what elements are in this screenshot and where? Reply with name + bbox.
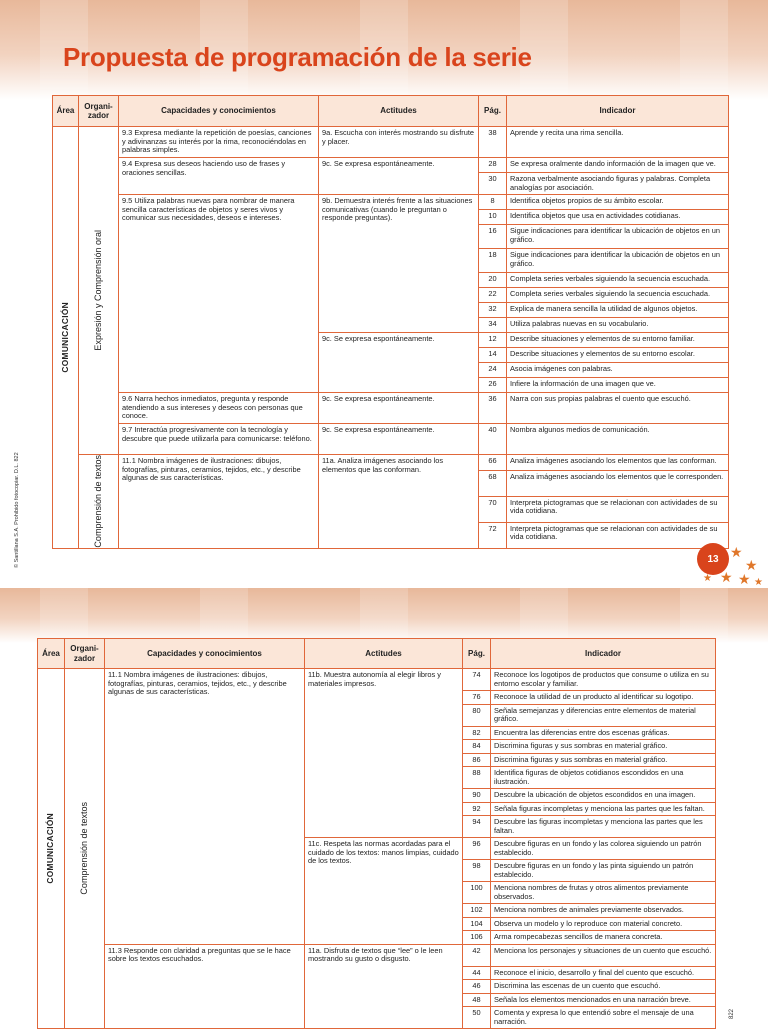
star-icon: ★: [754, 577, 763, 588]
pag-cell: 36: [479, 393, 507, 424]
organizador-label: Comprensión de textos: [92, 455, 103, 548]
pag-cell: 18: [479, 249, 507, 273]
capacidad-cell: 11.3 Responde con claridad a preguntas que se le hace sobre los textos escuchados.: [105, 944, 305, 1029]
indicador-cell: Menciona nombres de animales previamente observados.: [491, 904, 716, 918]
pag-cell: 92: [463, 802, 491, 816]
indicador-cell: Analiza imágenes asociando los elementos que las conforman.: [507, 455, 729, 471]
header-area: Área: [53, 96, 79, 127]
actitud-cell: 11a. Analiza imágenes asociando los elementos que las conforman.: [319, 455, 479, 549]
indicador-cell: Identifica figuras de objetos cotidianos escondidos en una ilustración.: [491, 767, 716, 789]
pag-cell: 20: [479, 273, 507, 288]
indicador-cell: Sigue indicaciones para identificar la ubicación de objetos en un gráfico.: [507, 225, 729, 249]
page-number-badge: 13: [697, 543, 729, 575]
header-actitudes: Actitudes: [319, 96, 479, 127]
pag-cell: 88: [463, 767, 491, 789]
pag-cell: 104: [463, 917, 491, 931]
indicador-cell: Descubre las figuras incompletas y menciona las partes que les faltan.: [491, 816, 716, 838]
organizador-cell: [79, 455, 119, 549]
organizador-label: Comprensión de textos: [78, 802, 89, 895]
header-organizador: Organi-zador: [65, 639, 105, 669]
pag-cell: 46: [463, 980, 491, 994]
pag-cell: 12: [479, 333, 507, 348]
header-capacidades: Capacidades y conocimientos: [105, 639, 305, 669]
indicador-cell: Descubre figuras en un fondo y las colorea siguiendo un patrón establecido.: [491, 838, 716, 860]
actitud-cell: 11a. Disfruta de textos que “lee” o le leen mostrando su gusto o disgusto.: [305, 944, 463, 1029]
indicador-cell: Reconoce la utilidad de un producto al identificar su logotipo.: [491, 691, 716, 705]
pag-cell: 10: [479, 210, 507, 225]
area-label: COMUNICACIÓN: [45, 813, 56, 885]
pag-cell: 8: [479, 195, 507, 210]
pag-cell: 22: [479, 288, 507, 303]
pag-cell: 32: [479, 303, 507, 318]
actitud-cell: 9a. Escucha con interés mostrando su disfrute y placer.: [319, 127, 479, 158]
capacidad-cell: 11.1 Nombra imágenes de ilustraciones: dibujos, fotografías, pinturas, ceramios, tejidos, etc., y describe algunas de sus características.: [119, 455, 319, 549]
pag-cell: 38: [479, 127, 507, 158]
star-icon: ★: [730, 544, 743, 560]
page-id: 822: [729, 1008, 736, 1020]
actitud-cell: 11b. Muestra autonomía al elegir libros y materiales impresos.: [305, 669, 463, 838]
indicador-cell: Sigue indicaciones para identificar la ubicación de objetos en un gráfico.: [507, 249, 729, 273]
actitud-cell: 9c. Se expresa espontáneamente.: [319, 424, 479, 455]
pag-cell: 94: [463, 816, 491, 838]
pag-cell: 16: [479, 225, 507, 249]
pag-cell: 28: [479, 158, 507, 173]
programming-table-2: [37, 638, 716, 1029]
programming-table-1: [52, 95, 729, 549]
indicador-cell: Menciona nombres de frutas y otros alimentos previamente observados.: [491, 882, 716, 904]
indicador-cell: Analiza imágenes asociando los elementos que le corresponden.: [507, 471, 729, 497]
pag-cell: 100: [463, 882, 491, 904]
pag-cell: 34: [479, 318, 507, 333]
capacidad-cell: 9.7 Interactúa progresivamente con la tecnología y descubre que puede utilizarla para comunicarse: teléfono.: [119, 424, 319, 455]
pag-cell: 90: [463, 789, 491, 803]
pag-cell: 86: [463, 753, 491, 767]
indicador-cell: Señala los elementos mencionados en una narración breve.: [491, 993, 716, 1007]
actitud-cell: 9c. Se expresa espontáneamente.: [319, 393, 479, 424]
pag-cell: 84: [463, 740, 491, 754]
indicador-cell: Discrimina las escenas de un cuento que escuchó.: [491, 980, 716, 994]
indicador-cell: Señala semejanzas y diferencias entre elementos de material gráfico.: [491, 704, 716, 726]
indicador-cell: Interpreta pictogramas que se relacionan con actividades de su vida cotidiana.: [507, 496, 729, 522]
indicador-cell: Nombra algunos medios de comunicación.: [507, 424, 729, 455]
header-indicador: Indicador: [507, 96, 729, 127]
pag-cell: 106: [463, 931, 491, 945]
indicador-cell: Utiliza palabras nuevas en su vocabulario.: [507, 318, 729, 333]
indicador-cell: Completa series verbales siguiendo la secuencia escuchada.: [507, 288, 729, 303]
indicador-cell: Narra con sus propias palabras el cuento que escuchó.: [507, 393, 729, 424]
pag-cell: 66: [479, 455, 507, 471]
actitud-cell: 9c. Se expresa espontáneamente.: [319, 333, 479, 393]
header-organizador: Organi-zador: [79, 96, 119, 127]
indicador-cell: Menciona los personajes y situaciones de un cuento que escuchó.: [491, 944, 716, 966]
indicador-cell: Describe situaciones y elementos de su entorno escolar.: [507, 348, 729, 363]
page-title: Propuesta de programación de la serie: [63, 42, 532, 72]
header-actitudes: Actitudes: [305, 639, 463, 669]
header-capacidades: Capacidades y conocimientos: [119, 96, 319, 127]
indicador-cell: Encuentra las diferencias entre dos escenas gráficas.: [491, 726, 716, 740]
indicador-cell: Arma rompecabezas sencillos de manera concreta.: [491, 931, 716, 945]
indicador-cell: Infiere la información de una imagen que ve.: [507, 378, 729, 393]
organizador-label: Expresión y Comprensión oral: [92, 230, 103, 351]
indicador-cell: Razona verbalmente asociando figuras y palabras. Completa analogías por asociación.: [507, 173, 729, 195]
header-indicador: Indicador: [491, 639, 716, 669]
pag-cell: 102: [463, 904, 491, 918]
pag-cell: 26: [479, 378, 507, 393]
pag-cell: 82: [463, 726, 491, 740]
pag-cell: 24: [479, 363, 507, 378]
indicador-cell: Descubre figuras en un fondo y las pinta siguiendo un patrón establecido.: [491, 860, 716, 882]
actitud-cell: 11c. Respeta las normas acordadas para el cuidado de los textos: manos limpias, cuidado de los textos.: [305, 838, 463, 945]
indicador-cell: Identifica objetos que usa en actividades cotidianas.: [507, 210, 729, 225]
pag-cell: 48: [463, 993, 491, 1007]
star-icon: ★: [720, 569, 733, 585]
pag-cell: 80: [463, 704, 491, 726]
copyright-note: © Santillana S.A. Prohibido fotocopiar. D.L. 822: [14, 452, 20, 568]
indicador-cell: Completa series verbales siguiendo la secuencia escuchada.: [507, 273, 729, 288]
area-cell: [38, 669, 65, 1029]
indicador-cell: Identifica objetos propios de su ámbito escolar.: [507, 195, 729, 210]
header-pag: Pág.: [463, 639, 491, 669]
indicador-cell: Discrimina figuras y sus sombras en material gráfico.: [491, 740, 716, 754]
star-icon: ★: [703, 573, 712, 584]
capacidad-cell: 9.4 Expresa sus deseos haciendo uso de frases y oraciones sencillas.: [119, 158, 319, 195]
indicador-cell: Interpreta pictogramas que se relacionan con actividades de su vida cotidiana.: [507, 522, 729, 548]
area-label: COMUNICACIÓN: [59, 301, 70, 373]
organizador-cell: [79, 127, 119, 455]
pag-cell: 96: [463, 838, 491, 860]
pag-cell: 98: [463, 860, 491, 882]
indicador-cell: Asocia imágenes con palabras.: [507, 363, 729, 378]
header-band-lower: [0, 588, 768, 643]
pag-cell: 74: [463, 669, 491, 691]
indicador-cell: Señala figuras incompletas y menciona las partes que les faltan.: [491, 802, 716, 816]
pag-cell: 72: [479, 522, 507, 548]
pag-cell: 76: [463, 691, 491, 705]
pag-cell: 44: [463, 966, 491, 980]
area-cell: [53, 127, 79, 549]
organizador-cell: [65, 669, 105, 1029]
pag-cell: 70: [479, 496, 507, 522]
capacidad-cell: 9.5 Utiliza palabras nuevas para nombrar de manera sencilla características de objetos y seres vivos y comunicar sus necesidades, deseos e intereses.: [119, 195, 319, 393]
pag-cell: 42: [463, 944, 491, 966]
indicador-cell: Observa un modelo y lo reproduce con material concreto.: [491, 917, 716, 931]
indicador-cell: Comenta y expresa lo que entendió sobre el mensaje de una narración.: [491, 1007, 716, 1029]
capacidad-cell: 9.3 Expresa mediante la repetición de poesías, canciones y adivinanzas su interés por la rima, reconociéndolas en palabras simples.: [119, 127, 319, 158]
capacidad-cell: 9.6 Narra hechos inmediatos, pregunta y responde atendiendo a sus intereses y deseos con personas que conoce.: [119, 393, 319, 424]
pag-cell: 30: [479, 173, 507, 195]
pag-cell: 14: [479, 348, 507, 363]
pag-cell: 50: [463, 1007, 491, 1029]
capacidad-cell: 11.1 Nombra imágenes de ilustraciones: dibujos, fotografías, pinturas, ceramios, tejidos, etc., y describe algunas de sus características.: [105, 669, 305, 945]
indicador-cell: Reconoce los logotipos de productos que consume o utiliza en su entorno escolar y familiar.: [491, 669, 716, 691]
header-pag: Pág.: [479, 96, 507, 127]
indicador-cell: Explica de manera sencilla la utilidad de algunos objetos.: [507, 303, 729, 318]
indicador-cell: Se expresa oralmente dando información de la imagen que ve.: [507, 158, 729, 173]
indicador-cell: Descubre la ubicación de objetos escondidos en una imagen.: [491, 789, 716, 803]
star-icon: ★: [738, 571, 751, 587]
indicador-cell: Aprende y recita una rima sencilla.: [507, 127, 729, 158]
indicador-cell: Discrimina figuras y sus sombras en material gráfico.: [491, 753, 716, 767]
indicador-cell: Describe situaciones y elementos de su entorno familiar.: [507, 333, 729, 348]
actitud-cell: 9c. Se expresa espontáneamente.: [319, 158, 479, 195]
indicador-cell: Reconoce el inicio, desarrollo y final del cuento que escuchó.: [491, 966, 716, 980]
pag-cell: 40: [479, 424, 507, 455]
header-area: Área: [38, 639, 65, 669]
actitud-cell: 9b. Demuestra interés frente a las situaciones comunicativas (cuando le preguntan o responde preguntas).: [319, 195, 479, 333]
pag-cell: 68: [479, 471, 507, 497]
star-icon: ★: [745, 557, 758, 573]
